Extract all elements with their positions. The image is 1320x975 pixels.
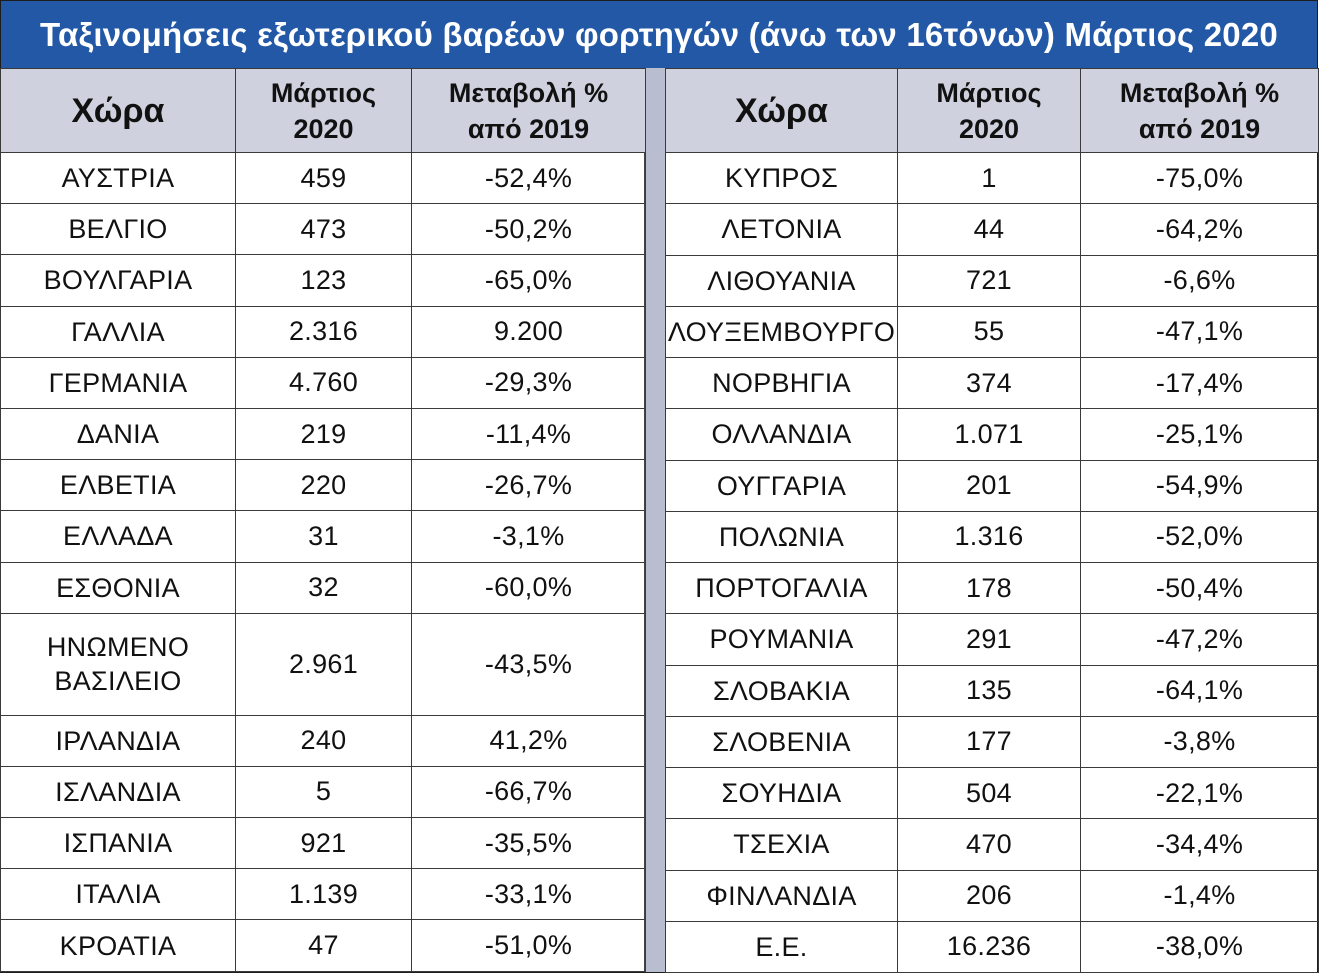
header-month-line2: 2020 — [293, 113, 354, 144]
header-country: Χώρα — [1, 69, 236, 153]
change-cell: -34,4% — [1081, 819, 1319, 870]
change-cell: -3,1% — [412, 511, 646, 562]
value-cell: 1.139 — [236, 869, 412, 920]
country-cell: ΕΣΘΟΝΙΑ — [1, 562, 236, 613]
value-cell: 1.316 — [898, 511, 1081, 562]
change-cell: -26,7% — [412, 460, 646, 511]
table-row — [666, 511, 1319, 562]
value-cell: 473 — [236, 204, 412, 255]
country-cell: ΒΕΛΓΙΟ — [1, 204, 236, 255]
table-row — [1, 357, 646, 408]
table-row — [666, 870, 1319, 921]
value-cell: 459 — [236, 153, 412, 204]
value-cell: 206 — [898, 870, 1081, 921]
value-cell: 240 — [236, 715, 412, 766]
country-cell: ΙΣΛΑΝΔΙΑ — [1, 766, 236, 817]
change-cell: -1,4% — [1081, 870, 1319, 921]
value-cell: 44 — [898, 204, 1081, 255]
table-row — [1, 153, 646, 204]
country-cell — [1, 613, 236, 715]
table-row — [666, 409, 1319, 460]
header-row — [1, 69, 646, 153]
value-cell: 201 — [898, 460, 1081, 511]
country-cell: ΕΛΛΑΔΑ — [1, 511, 236, 562]
country-cell: ΠΟΛΩΝΙΑ — [666, 511, 898, 562]
table-row — [1, 511, 646, 562]
change-cell: -52,4% — [412, 153, 646, 204]
value-cell: 721 — [898, 255, 1081, 306]
table-row — [1, 869, 646, 920]
table-row — [1, 766, 646, 817]
change-cell: -33,1% — [412, 869, 646, 920]
value-cell: 374 — [898, 358, 1081, 409]
value-cell: 16.236 — [898, 921, 1081, 972]
value-cell: 2.316 — [236, 306, 412, 357]
country-cell: ΓΑΛΛΙΑ — [1, 306, 236, 357]
table-row — [666, 460, 1319, 511]
change-cell: -17,4% — [1081, 358, 1319, 409]
change-cell: -52,0% — [1081, 511, 1319, 562]
header-change — [1081, 69, 1319, 153]
header-month-line2: 2020 — [958, 113, 1020, 144]
column-divider — [644, 68, 666, 972]
value-cell: 2.961 — [236, 613, 412, 715]
change-cell: -51,0% — [412, 920, 646, 971]
change-cell: -66,7% — [412, 766, 646, 817]
table-row — [1, 818, 646, 869]
value-cell: 470 — [898, 819, 1081, 870]
change-cell: -47,2% — [1081, 614, 1319, 665]
value-cell: 220 — [236, 460, 412, 511]
header-month-line1: Μάρτιος — [270, 77, 377, 108]
change-cell: -64,1% — [1081, 665, 1319, 716]
country-cell: ΣΟΥΗΔΙΑ — [666, 768, 898, 819]
value-cell: 123 — [236, 255, 412, 306]
header-month — [898, 69, 1081, 153]
value-cell: 1.071 — [898, 409, 1081, 460]
table-row — [666, 204, 1319, 255]
value-cell: 177 — [898, 716, 1081, 767]
country-cell: ΑΥΣΤΡΙΑ — [1, 153, 236, 204]
country-line: ΒΑΣΙΛΕΙΟ — [54, 666, 182, 697]
country-cell: ΛΟΥΞΕΜΒΟΥΡΓΟ — [666, 306, 898, 357]
change-cell: -43,5% — [412, 613, 646, 715]
value-cell: 5 — [236, 766, 412, 817]
value-cell: 4.760 — [236, 357, 412, 408]
change-cell: -60,0% — [412, 562, 646, 613]
header-month — [236, 69, 412, 153]
value-cell: 135 — [898, 665, 1081, 716]
table-row — [1, 613, 646, 715]
change-cell: 9.200 — [412, 306, 646, 357]
country-cell: ΚΥΠΡΟΣ — [666, 153, 898, 204]
table-row — [1, 562, 646, 613]
change-cell: -35,5% — [412, 818, 646, 869]
value-cell: 291 — [898, 614, 1081, 665]
country-cell: ΠΟΡΤΟΓΑΛΙΑ — [666, 563, 898, 614]
change-cell: -11,4% — [412, 408, 646, 459]
header-change-line1: Μεταβολή % — [1119, 77, 1280, 108]
country-cell: ΔΑΝΙΑ — [1, 408, 236, 459]
value-cell: 178 — [898, 563, 1081, 614]
country-cell: ΙΣΠΑΝΙΑ — [1, 818, 236, 869]
country-cell: ΦΙΝΛΑΝΔΙΑ — [666, 870, 898, 921]
header-month-line1: Μάρτιος — [936, 77, 1042, 108]
table-row — [666, 306, 1319, 357]
change-cell: -6,6% — [1081, 255, 1319, 306]
change-cell: -38,0% — [1081, 921, 1319, 972]
country-cell: ΡΟΥΜΑΝΙΑ — [666, 614, 898, 665]
table-row — [666, 921, 1319, 972]
country-cell: ΤΣΕΧΙΑ — [666, 819, 898, 870]
value-cell: 1 — [898, 153, 1081, 204]
change-cell: -25,1% — [1081, 409, 1319, 460]
country-cell: ΕΛΒΕΤΙΑ — [1, 460, 236, 511]
table-row — [666, 768, 1319, 819]
table-row — [666, 614, 1319, 665]
value-cell: 32 — [236, 562, 412, 613]
table-row — [1, 204, 646, 255]
table-row — [666, 563, 1319, 614]
header-row — [666, 69, 1319, 153]
page-title: Ταξινομήσεις εξωτερικού βαρέων φορτηγών (άνω των 16τόνων) Μάρτιος 2020 — [1, 1, 1317, 68]
value-cell: 921 — [236, 818, 412, 869]
header-country: Χώρα — [666, 69, 898, 153]
table-row — [1, 460, 646, 511]
table-row — [666, 255, 1319, 306]
value-cell: 219 — [236, 408, 412, 459]
change-cell: -54,9% — [1081, 460, 1319, 511]
table-row — [666, 716, 1319, 767]
change-cell: -50,4% — [1081, 563, 1319, 614]
country-line: ΗΝΩΜΕΝΟ — [46, 632, 190, 663]
country-cell: ΓΕΡΜΑΝΙΑ — [1, 357, 236, 408]
country-cell: ΙΡΛΑΝΔΙΑ — [1, 715, 236, 766]
table-row — [666, 665, 1319, 716]
value-cell: 55 — [898, 306, 1081, 357]
value-cell: 31 — [236, 511, 412, 562]
change-cell: -29,3% — [412, 357, 646, 408]
table-row — [1, 408, 646, 459]
change-cell: -75,0% — [1081, 153, 1319, 204]
country-cell: Ε.Ε. — [666, 921, 898, 972]
country-cell: ΟΥΓΓΑΡΙΑ — [666, 460, 898, 511]
change-cell: -22,1% — [1081, 768, 1319, 819]
header-change — [412, 69, 646, 153]
table-row — [666, 358, 1319, 409]
left-table — [0, 68, 646, 972]
header-change-line1: Μεταβολή % — [448, 77, 609, 108]
change-cell: -64,2% — [1081, 204, 1319, 255]
table-row — [1, 255, 646, 306]
change-cell: -3,8% — [1081, 716, 1319, 767]
table-row — [1, 715, 646, 766]
country-cell: ΒΟΥΛΓΑΡΙΑ — [1, 255, 236, 306]
change-cell: 41,2% — [412, 715, 646, 766]
change-cell: -50,2% — [412, 204, 646, 255]
right-table — [665, 68, 1319, 973]
table-row — [1, 306, 646, 357]
table-row — [666, 153, 1319, 204]
country-cell: ΝΟΡΒΗΓΙΑ — [666, 358, 898, 409]
change-cell: -47,1% — [1081, 306, 1319, 357]
header-change-line2: από 2019 — [467, 113, 590, 144]
country-cell: ΣΛΟΒΕΝΙΑ — [666, 716, 898, 767]
change-cell: -65,0% — [412, 255, 646, 306]
country-cell: ΙΤΑΛΙΑ — [1, 869, 236, 920]
header-change-line2: από 2019 — [1138, 113, 1261, 144]
country-cell: ΣΛΟΒΑΚΙΑ — [666, 665, 898, 716]
table-row — [1, 920, 646, 971]
table-row — [666, 819, 1319, 870]
value-cell: 504 — [898, 768, 1081, 819]
value-cell: 47 — [236, 920, 412, 971]
country-cell: ΛΙΘΟΥΑΝΙΑ — [666, 255, 898, 306]
country-cell: ΚΡΟΑΤΙΑ — [1, 920, 236, 971]
country-cell: ΟΛΛΑΝΔΙΑ — [666, 409, 898, 460]
country-cell: ΛΕΤΟΝΙΑ — [666, 204, 898, 255]
